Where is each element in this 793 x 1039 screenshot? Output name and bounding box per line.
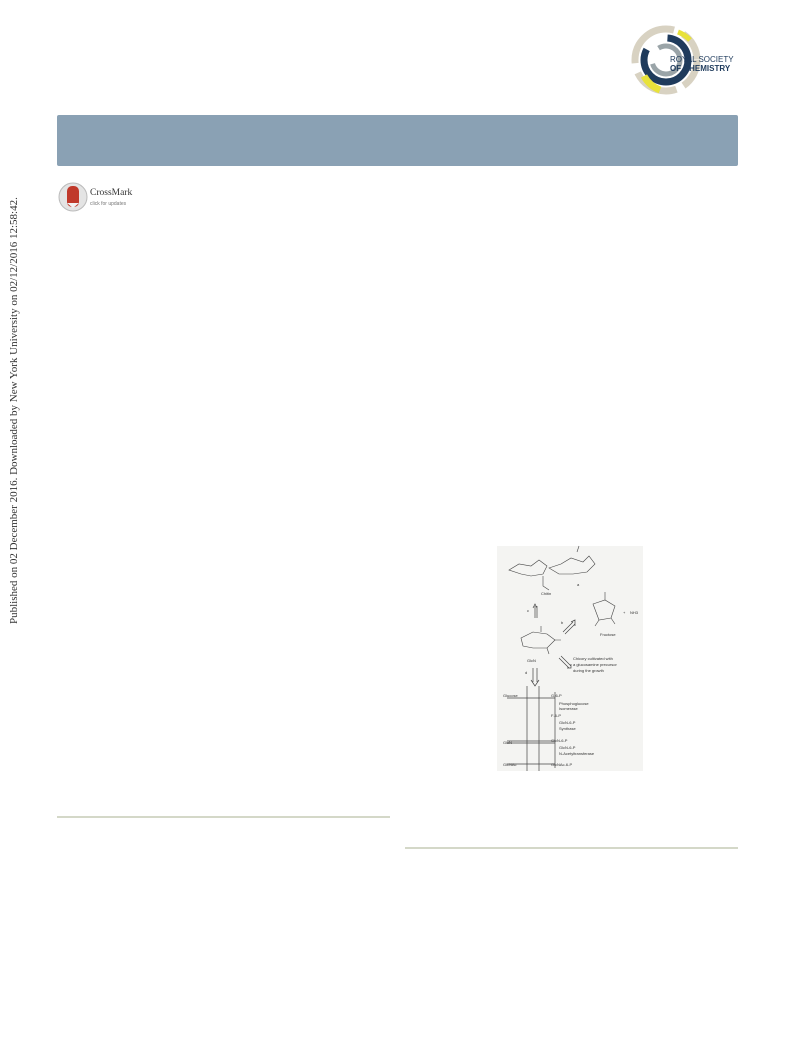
header-bar [57,115,738,166]
crossmark-label: CrossMark [90,188,133,198]
label-n-acetyltransferase: N-Acetyltransferase [559,751,595,756]
label-d: d [525,670,528,675]
label-glcnac: GlcNAc [503,762,517,767]
rsc-logo[interactable] [630,24,734,96]
label-glcn6p-acetyl: GlcN-6-P [559,745,576,750]
logo-line-1: ROYAL SOCIETY [670,55,734,64]
label-glcnac6p: GlcNAc-6-P [551,762,573,767]
label-a: a [577,582,580,587]
label-glcn6p-synthase: GlcN-6-P [559,720,576,725]
label-fructose: Fructose [600,632,616,637]
label-glcn-left: GlcN [503,740,512,745]
label-c: c [527,608,529,613]
footnote-rule-left [57,816,390,818]
label-synthase: Synthase [559,726,576,731]
glucosamine-pathway-figure [497,546,643,771]
label-isomerase: Isomerase [559,706,578,711]
glcn-structure [521,626,561,654]
label-chicory-3: during the growth [573,668,604,673]
crossmark-sublabel: click for updates [90,201,127,207]
arrow-chicory [559,656,571,668]
label-f6p: F-6-P [551,713,561,718]
crossmark-icon [58,181,88,213]
label-chitin: Chitin [541,591,552,596]
label-nh3: NH3 [630,610,639,615]
side-note-text: Published on 02 December 2016. Downloaded by New York University on 02/12/2016 12:58:42. [8,197,20,624]
label-chicory-2: a glucosamine precursor [573,662,617,667]
label-plus: + [623,610,626,615]
label-phosphoglucose: Phosphoglucose [559,701,589,706]
pathway-diagram [497,546,643,771]
fructose-structure [593,592,615,626]
arrow-a [533,604,537,618]
footnote-rule-right [405,847,738,849]
logo-line-2: OF CHEMISTRY [670,64,731,73]
pathway-lines [507,686,555,771]
label-glcn6p: GlcN-6-P [551,738,568,743]
arrow-b [563,620,575,634]
publication-side-note [8,197,22,632]
label-glcn: GlcN [527,658,536,663]
label-glucose: Glucose [503,693,518,698]
crossmark-badge[interactable] [58,181,142,213]
arrow-d [531,668,539,686]
label-chicory-1: Chicory cultivated with [573,656,613,661]
label-b: b [561,620,564,625]
chitin-structure [509,546,595,590]
label-g6p: G-6-P [551,693,562,698]
